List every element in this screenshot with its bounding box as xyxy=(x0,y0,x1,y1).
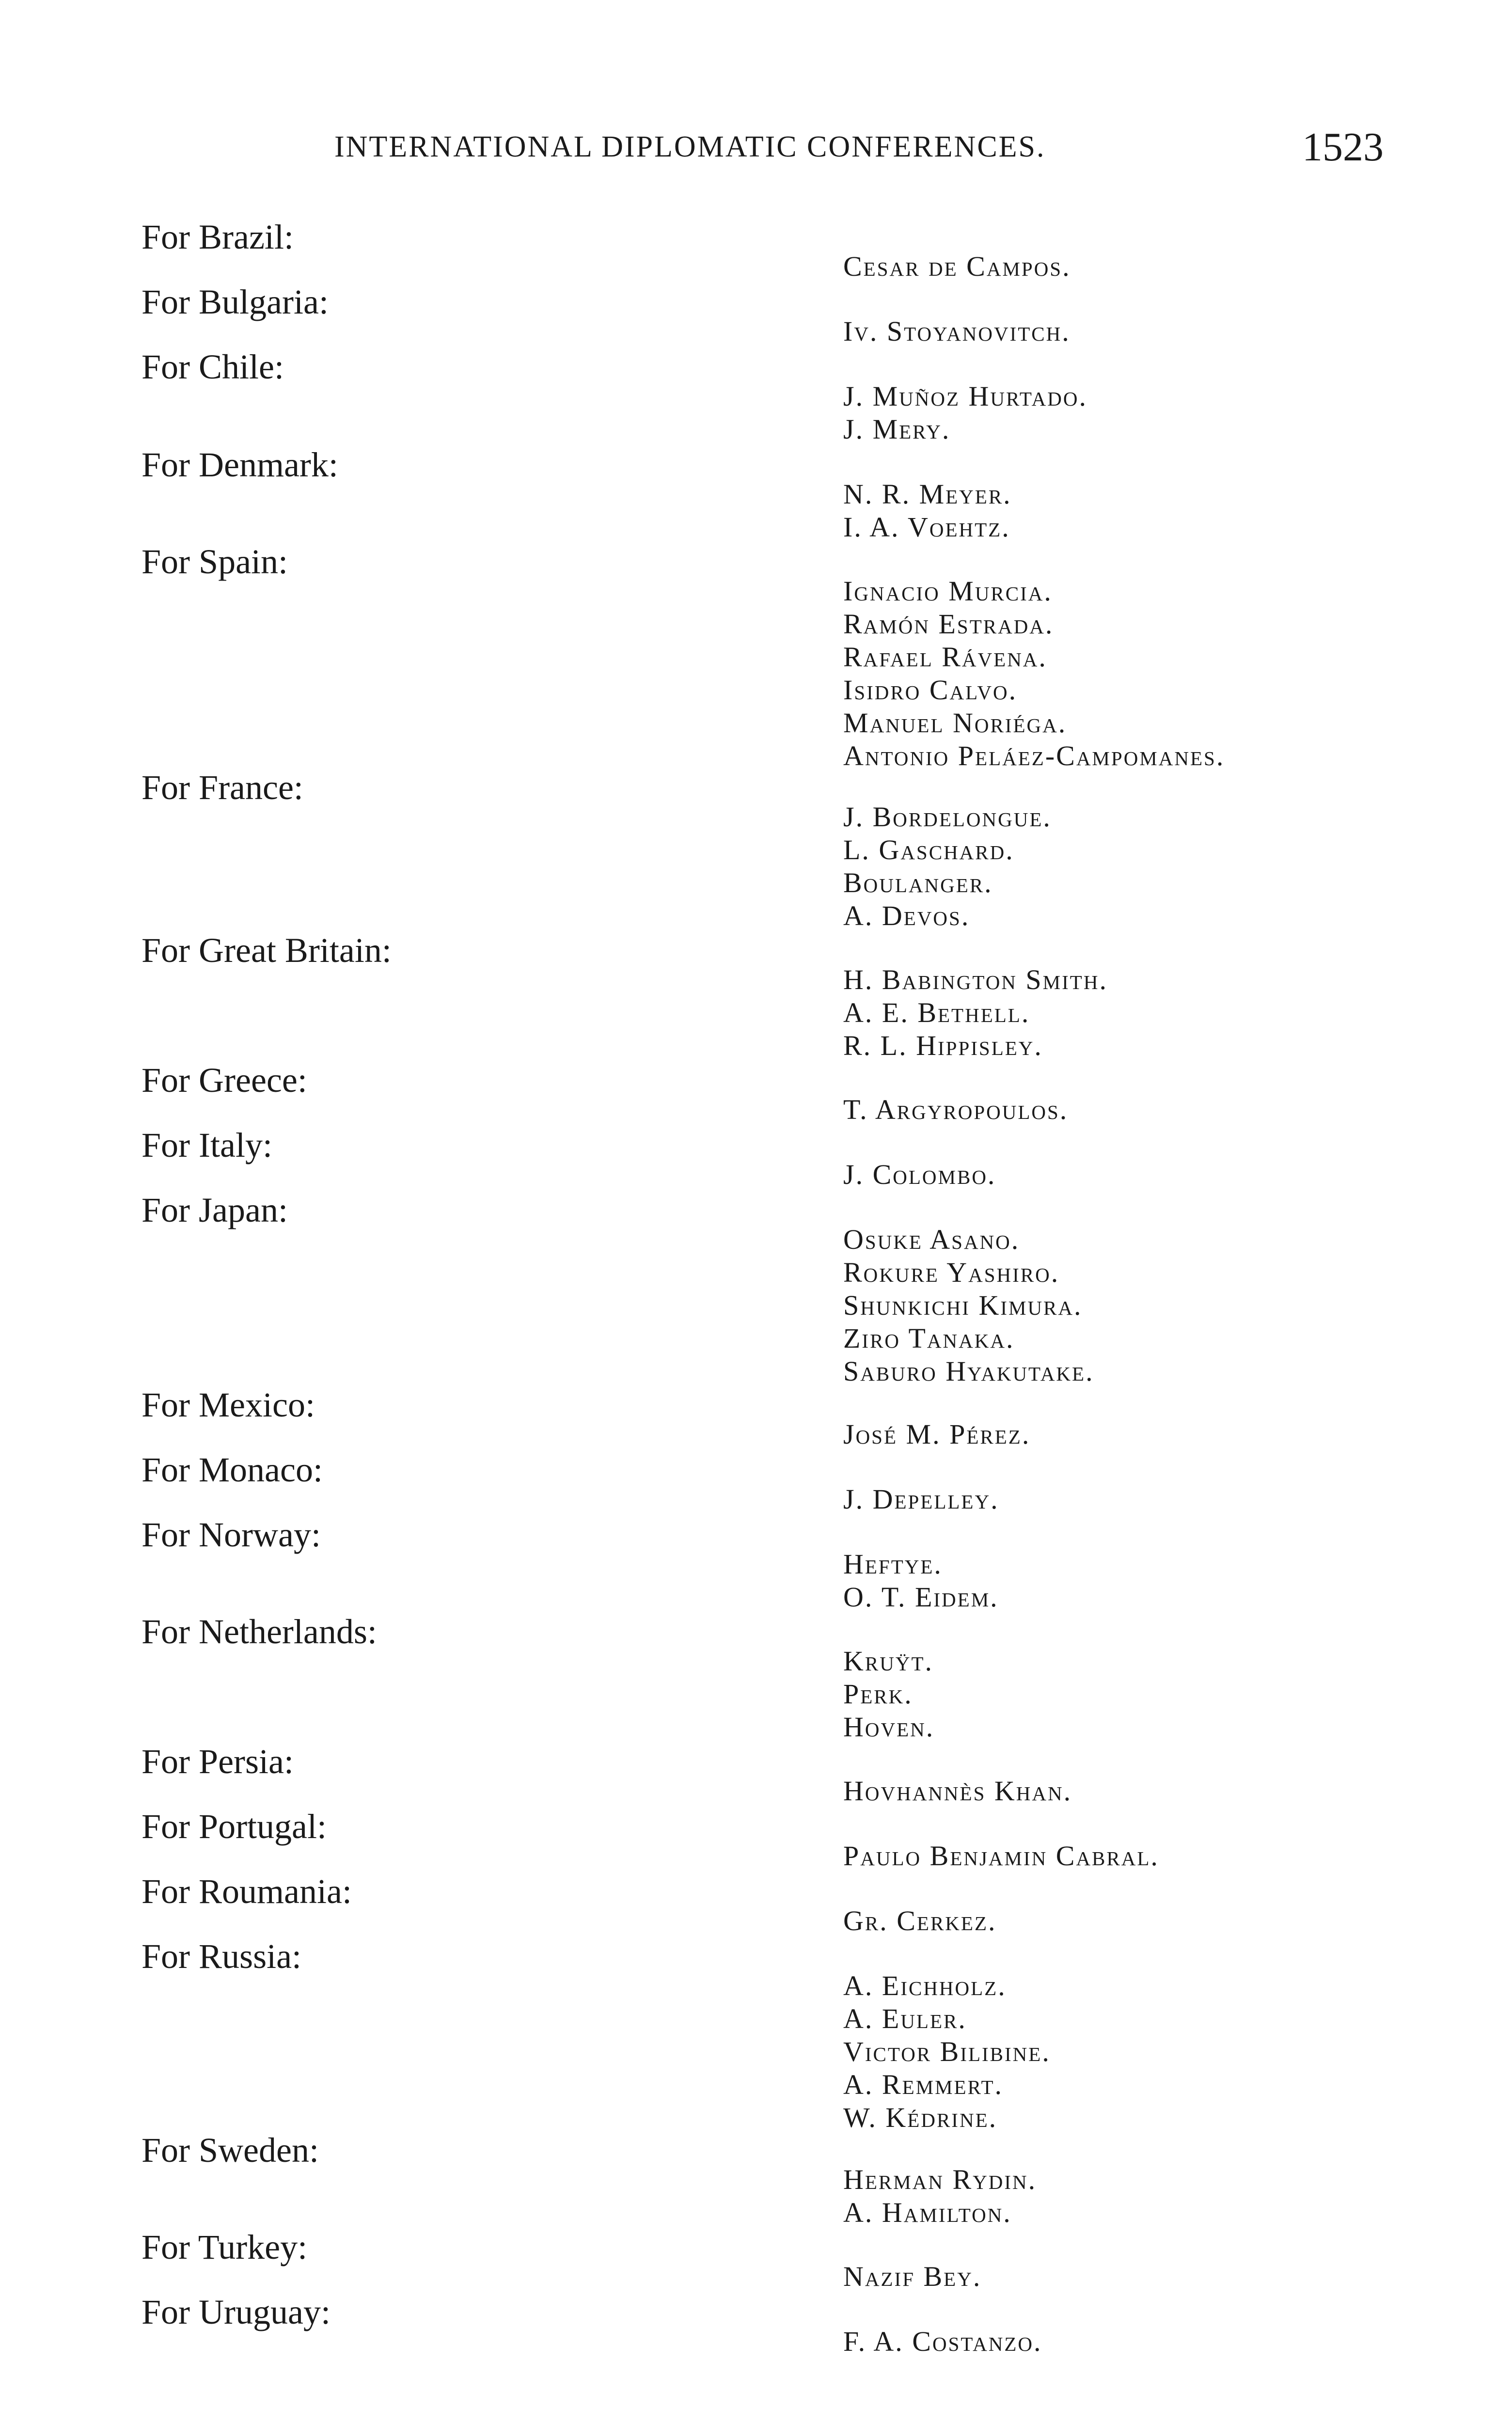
signatory-name: Heftye. xyxy=(843,1548,943,1580)
signatory-name: José M. Pérez. xyxy=(843,1418,1031,1450)
country-label: For Portugal: xyxy=(142,1807,327,1846)
signatory-names xyxy=(843,1840,1159,1872)
signatory-name: Paulo Benjamin Cabral. xyxy=(843,1840,1159,1872)
signatory-name: H. Babington Smith. xyxy=(843,964,1108,995)
signatory-name: J. Mery. xyxy=(843,413,951,445)
signatory-name: I. A. Voehtz. xyxy=(843,511,1010,543)
country-label: For Monaco: xyxy=(142,1450,323,1489)
signatory-names xyxy=(843,1969,1051,2134)
country-label: For Greece: xyxy=(142,1061,307,1100)
country-label: For Persia: xyxy=(142,1742,294,1781)
signatory-name: Perk. xyxy=(843,1678,913,1710)
signatory-name: Victor Bilibine. xyxy=(843,2036,1051,2067)
country-label: For Roumania: xyxy=(142,1872,352,1911)
country-label: For Chile: xyxy=(142,347,284,386)
country-label: For Brazil: xyxy=(142,218,294,256)
signatory-names xyxy=(843,250,1071,283)
country-label: For Russia: xyxy=(142,1937,302,1976)
signatory-name: Boulanger. xyxy=(843,867,993,898)
signatory-name: Gr. Cerkez. xyxy=(843,1905,997,1936)
signatory-names xyxy=(843,1548,999,1614)
country-label: For Bulgaria: xyxy=(142,283,329,321)
signatory-names xyxy=(843,963,1108,1062)
signatory-name: J. Colombo. xyxy=(843,1159,996,1190)
country-label: For Italy: xyxy=(142,1126,272,1164)
signatory-name: Cesar de Campos. xyxy=(843,251,1071,282)
signatory-names xyxy=(843,801,1052,932)
signatory-names xyxy=(843,1418,1030,1451)
signatory-names xyxy=(843,1645,934,1744)
signatory-names xyxy=(843,1904,997,1937)
signatory-name: Ignacio Murcia. xyxy=(843,575,1053,607)
signatory-names xyxy=(843,1483,999,1516)
signatory-names xyxy=(843,2163,1037,2229)
signatory-name: Ramón Estrada. xyxy=(843,608,1054,640)
signatory-name: L. Gaschard. xyxy=(843,834,1014,865)
signatory-name: Antonio Peláez-Campomanes. xyxy=(843,740,1225,771)
signatory-name: Manuel Noriéga. xyxy=(843,707,1067,739)
country-label: For Great Britain: xyxy=(142,931,392,970)
country-label: For Spain: xyxy=(142,542,288,581)
signatory-name: J. Muñoz Hurtado. xyxy=(843,380,1087,412)
signatory-name: Kruÿt. xyxy=(843,1645,933,1677)
signatory-names xyxy=(843,2325,1042,2358)
signatory-name: A. E. Bethell. xyxy=(843,997,1030,1028)
signatory-names xyxy=(843,1223,1094,1388)
signatory-name: Rafael Rávena. xyxy=(843,641,1047,673)
signatory-name: A. Hamilton. xyxy=(843,2197,1012,2228)
signatory-name: Nazif Bey. xyxy=(843,2261,982,2292)
signatory-name: A. Devos. xyxy=(843,900,970,931)
signatory-name: W. Kédrine. xyxy=(843,2102,998,2133)
signatory-name: N. R. Meyer. xyxy=(843,478,1012,510)
signatory-name: T. Argyropoulos. xyxy=(843,1094,1069,1125)
page-number: 1523 xyxy=(1302,125,1384,170)
signatory-names xyxy=(843,315,1071,348)
signatory-name: Herman Rydin. xyxy=(843,2164,1037,2195)
signatory-name: A. Remmert. xyxy=(843,2069,1003,2100)
signatory-name: A. Eichholz. xyxy=(843,1970,1007,2001)
country-label: For Japan: xyxy=(142,1191,288,1229)
country-label: For Turkey: xyxy=(142,2228,308,2266)
country-label: For France: xyxy=(142,768,303,807)
signatory-name: J. Bordelongue. xyxy=(843,801,1052,833)
country-label: For Norway: xyxy=(142,1515,321,1554)
signatory-name: Ziro Tanaka. xyxy=(843,1322,1015,1354)
signatory-names xyxy=(843,1093,1068,1126)
signatory-names xyxy=(843,1158,996,1191)
signatory-name: Iv. Stoyanovitch. xyxy=(843,315,1071,347)
signatory-names xyxy=(843,478,1012,544)
country-label: For Denmark: xyxy=(142,445,338,484)
signatory-name: Rokure Yashiro. xyxy=(843,1257,1060,1288)
signatory-names xyxy=(843,380,1087,446)
signatory-name: Osuke Asano. xyxy=(843,1224,1020,1255)
signatory-name: Hoven. xyxy=(843,1711,935,1743)
signatory-name: F. A. Costanzo. xyxy=(843,2326,1042,2357)
country-label: For Sweden: xyxy=(142,2131,319,2170)
signatory-name: Shunkichi Kimura. xyxy=(843,1290,1083,1321)
signatory-names xyxy=(843,2260,981,2293)
signatory-name: Isidro Calvo. xyxy=(843,674,1018,706)
signatory-names xyxy=(843,575,1225,772)
country-label: For Mexico: xyxy=(142,1385,315,1424)
signatory-name: J. Depelley. xyxy=(843,1483,999,1515)
signatory-name: Saburo Hyakutake. xyxy=(843,1355,1094,1387)
country-label: For Uruguay: xyxy=(142,2293,331,2331)
signatory-name: R. L. Hippisley. xyxy=(843,1030,1043,1061)
signatory-name: A. Euler. xyxy=(843,2003,967,2034)
signatory-name: O. T. Eidem. xyxy=(843,1581,999,1613)
country-label: For Netherlands: xyxy=(142,1612,377,1651)
signatory-names xyxy=(843,1775,1072,1808)
running-head: INTERNATIONAL DIPLOMATIC CONFERENCES. xyxy=(334,130,1046,163)
signatory-name: Hovhannès Khan. xyxy=(843,1775,1072,1807)
